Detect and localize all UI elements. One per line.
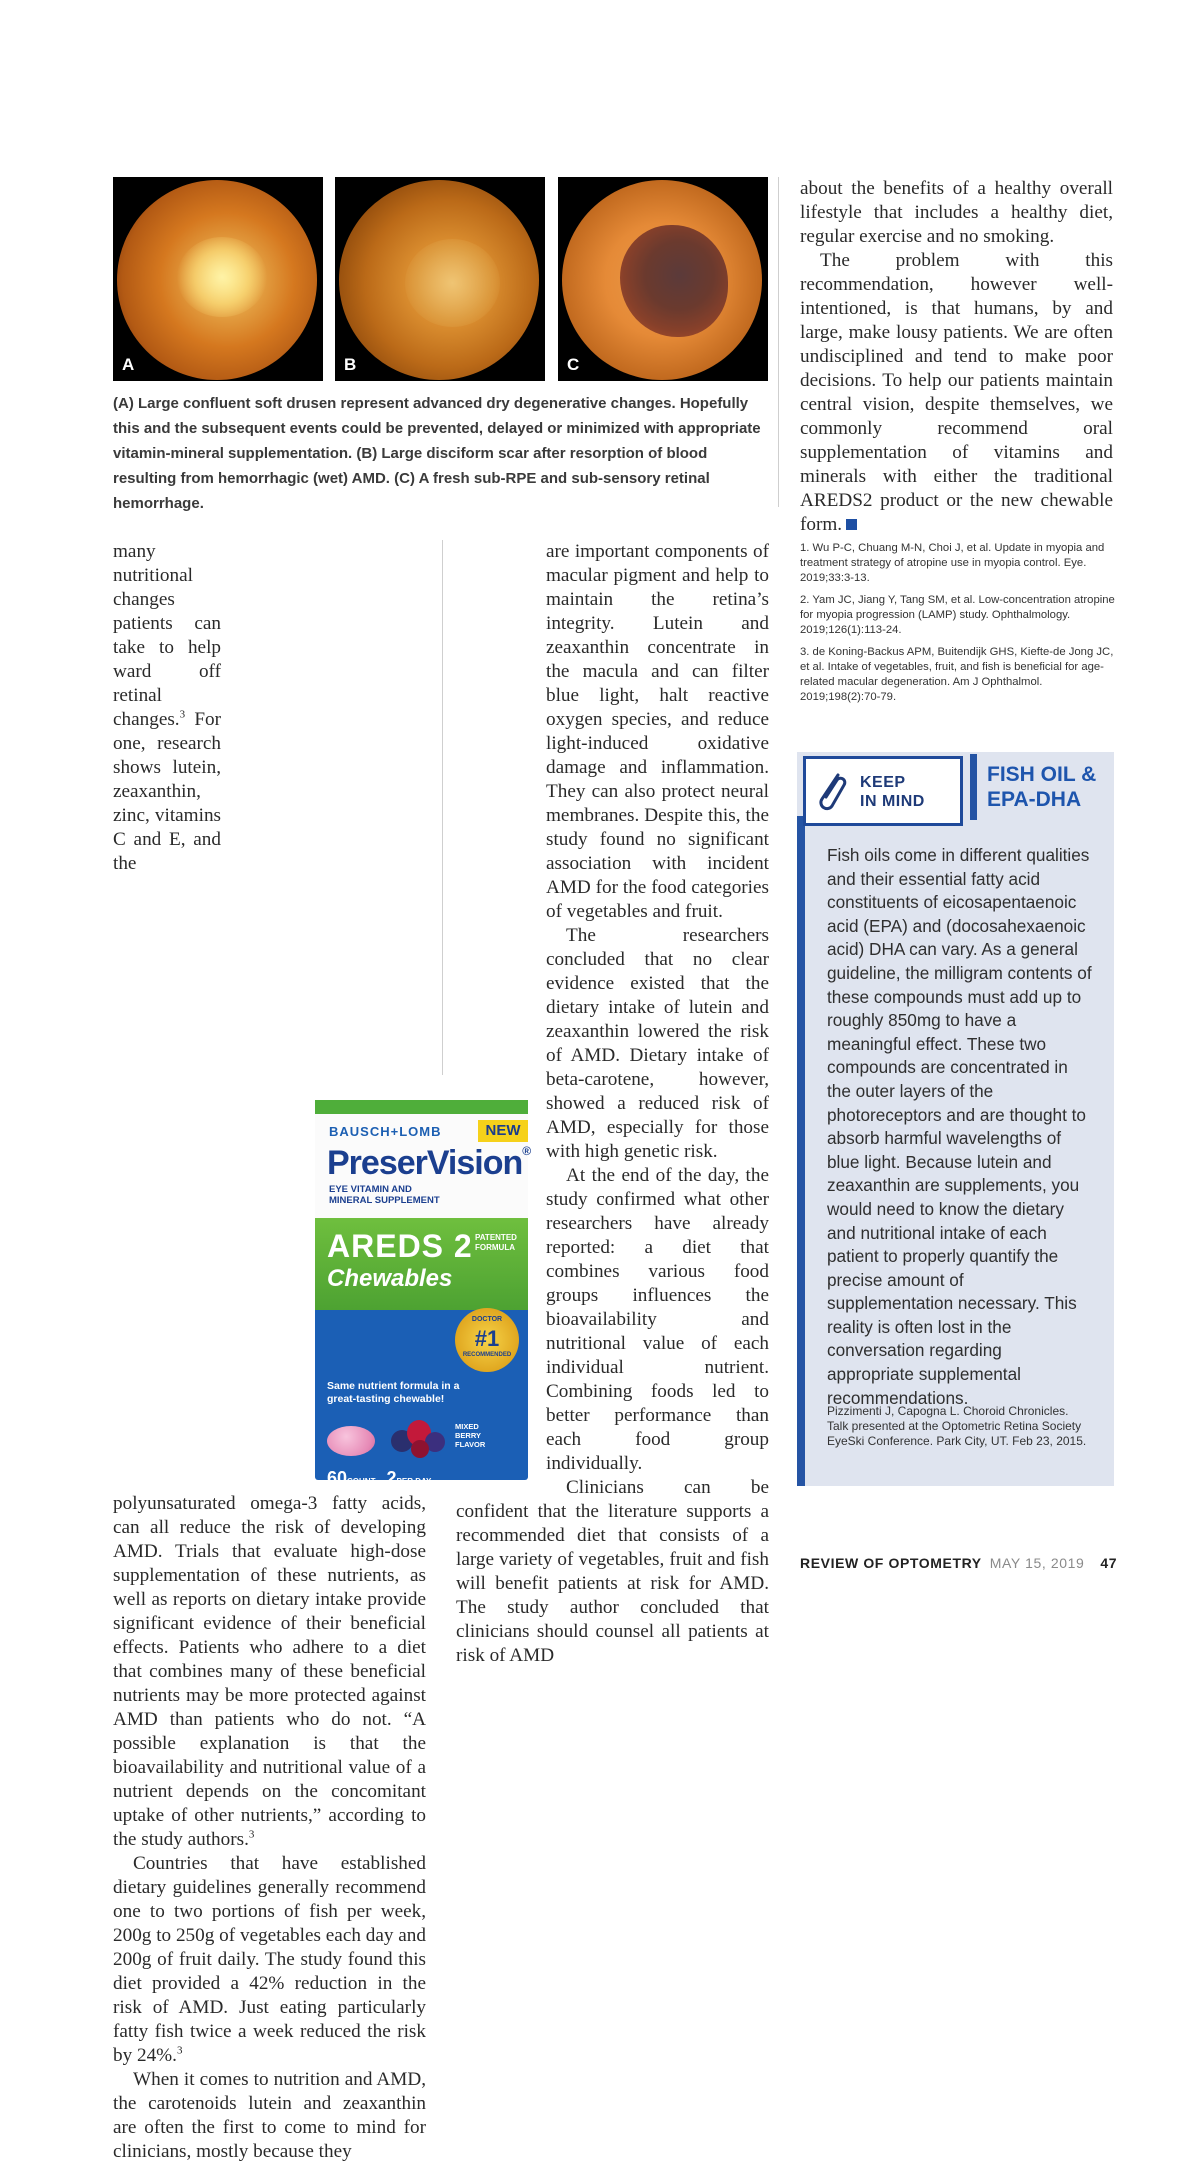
- reference-item: 3. de Koning-Backus APM, Buitendijk GHS, Kiefte-de Jong JC, et al. Intake of vegetables, fruit, and fish is beneficial for age-related macular degeneration. Am J Ophthalmol. 2019;198(2):70-79.: [800, 646, 1114, 703]
- product-tagline: Same nutrient formula in a great-tasting chewable!: [327, 1380, 460, 1405]
- product-count: 60COUNT 2PER DAY: [327, 1468, 432, 1488]
- product-subtitle: EYE VITAMIN AND MINERAL SUPPLEMENT: [329, 1184, 440, 1206]
- paragraph: about the benefits of a healthy overall lifestyle that includes a healthy diet, regular exercise and no smoking.: [800, 178, 1113, 247]
- product-box-image: [315, 1100, 531, 1488]
- panel-letter-a: A: [122, 355, 135, 374]
- end-mark-icon: [846, 519, 857, 530]
- paragraph: The researchers concluded that no clear evidence existed that the dietary intake of lutein and zeaxanthin lowered the risk of AMD. Dietary intake of beta-carotene, however, showed a reduced risk of AMD, especially for those with high genetic risk.: [546, 925, 769, 1162]
- references-list: [800, 541, 1116, 712]
- flavor-label: MIXED BERRY FLAVOR: [455, 1422, 486, 1449]
- product-chewables: Chewables: [327, 1265, 453, 1292]
- column-divider-top: [778, 177, 779, 507]
- sidebar-citation: Pizzimenti J, Capogna L. Choroid Chronicles. Talk presented at the Optometric Retina Society EyeSki Conference. Park City, UT. Feb 23, 2015.: [827, 1404, 1087, 1448]
- keep-in-mind-label: KEEP IN MIND: [860, 774, 925, 810]
- new-badge: NEW: [478, 1120, 528, 1142]
- paperclip-icon: [814, 769, 850, 813]
- reference-item: 1. Wu P-C, Chuang M-N, Choi J, et al. Update in myopia and treatment strategy of atropine use in myopia control. Eye. 2019;33:3-13.: [800, 542, 1105, 584]
- paragraph: Countries that have established dietary guidelines generally recommend one to two portions of fish per week, 200g to 250g of vegetables each day and 200g of fruit daily. The study found this diet provided a 42% reduction in the risk of AMD. Just eating particularly fatty fish twice a week reduced the risk by 24%.$^3$: [113, 1853, 426, 2066]
- product-brand: BAUSCH+LOMB: [329, 1124, 442, 1139]
- fundus-photo-c: [558, 177, 768, 381]
- paragraph: At the end of the day, the study confirmed what other researchers have already reported: a diet that combines various food groups influences the bioavailability and nutritional value of each individual nutrient. Combining foods led to better performance than each food group individually.: [546, 1165, 769, 1474]
- fundus-photo-a: [113, 177, 323, 381]
- fundus-figure: [113, 177, 768, 381]
- product-areds: AREDS 2: [327, 1228, 473, 1264]
- doctor-recommended-seal: DOCTOR #1 RECOMMENDED: [455, 1308, 519, 1372]
- panel-letter-c: C: [567, 355, 580, 374]
- column-divider: [442, 540, 443, 1075]
- keep-in-mind-badge: [803, 756, 963, 826]
- title-accent-bar: [970, 754, 977, 820]
- patented-label: PATENTED FORMULA: [475, 1233, 517, 1252]
- panel-letter-b: B: [344, 355, 357, 374]
- sidebar-accent-bar: [797, 816, 805, 1486]
- figure-caption: (A) Large confluent soft drusen represent advanced dry degenerative changes. Hopefully this and the subsequent events could be prevented, delayed or minimized with appropriate vitamin-mineral supplementation. (B) Large disciform scar after resorption of blood resulting from hemorrhagic (wet) AMD. (C) A fresh sub-RPE and sub-sensory retinal hemorrhage.: [113, 395, 761, 512]
- sidebar-title: FISH OIL & EPA-DHA: [987, 763, 1097, 811]
- issue-date: MAY 15, 2019: [989, 1555, 1085, 1571]
- page-number: 47: [1100, 1555, 1118, 1571]
- paragraph: When it comes to nutrition and AMD, the carotenoids lutein and zeaxanthin are often the first to come to mind for clinicians, mostly because they: [113, 2069, 426, 2162]
- paragraph: many nutritional changes patients can take to help ward off retinal changes.$^3$ For one, research shows lutein, zeaxanthin, zinc, vitamins C and E, and the polyunsaturated omega-3 fatty acids, can all reduce the risk of developing AMD. Trials that evaluate high-dose supplementation of these nutrients, as well as reports on dietary intake provide significant evidence of their beneficial effects. Patients who adhere to a diet that combines many of these beneficial nutrients may be more protected against AMD than patients who do not. “A possible explanation is that the bioavailability and nutritional value of a nutrient depends on the concomitant uptake of other nutrients,” according to the study authors.$^3$: [113, 541, 426, 1850]
- keep-in-mind-sidebar: [797, 752, 1114, 1486]
- berries-icon: [387, 1416, 449, 1460]
- page-footer: [800, 1555, 1160, 1571]
- reference-item: 2. Yam JC, Jiang Y, Tang SM, et al. Low-concentration atropine for myopia progression (LAMP) study. Ophthalmology. 2019;126(1):113-24.: [800, 594, 1115, 636]
- paragraph: are important components of macular pigment and help to maintain the retina’s integrity. Lutein and zeaxanthin concentrate in the macula and can filter blue light, halt reactive oxygen species, and reduce light-induced oxidative damage and inflammation. They can also protect neural membranes. Despite this, the study found no significant association with incident AMD for the food categories of vegetables and fruit.: [546, 541, 769, 922]
- publication-name: REVIEW OF OPTOMETRY: [800, 1555, 982, 1571]
- paragraph: Clinicians can be confident that the literature supports a recommended diet that consists of a large variety of vegetables, fruit and fish will benefit patients at risk for AMD. The study author concluded that clinicians should counsel all patients at risk of AMD: [456, 1477, 769, 1666]
- right-column-text: [800, 177, 1113, 537]
- paragraph: The problem with this recommendation, however well-intentioned, is that humans, by and large, make lousy patients. We are often undisciplined and tend to make poor decisions. To help our patients maintain central vision, despite themselves, we commonly recommend oral supplementation of vitamins and minerals with either the traditional AREDS2 product or the new chewable form.: [800, 250, 1113, 535]
- tablet-icon: [327, 1426, 375, 1456]
- sidebar-body: Fish oils come in different qualities and their essential fatty acid constituents of eicosapentaenoic acid (EPA) and (docosahexaenoic acid) DHA can vary. As a general guideline, the milligram contents of these compounds must add up to roughly 850mg to have a meaningful effect. These two compounds are concentrated in the outer layers of the photoreceptors and are thought to absorb harmful wavelengths of blue light. Because lutein and zeaxanthin are supplements, you would need to know the dietary and nutritional intake of each patient to properly quantify the precise amount of supplementation necessary. This reality is often lost in the conversation regarding appropriate supplemental recommendations.: [827, 845, 1092, 1408]
- fundus-photo-b: [335, 177, 545, 381]
- product-name: PreserVision®: [327, 1144, 531, 1182]
